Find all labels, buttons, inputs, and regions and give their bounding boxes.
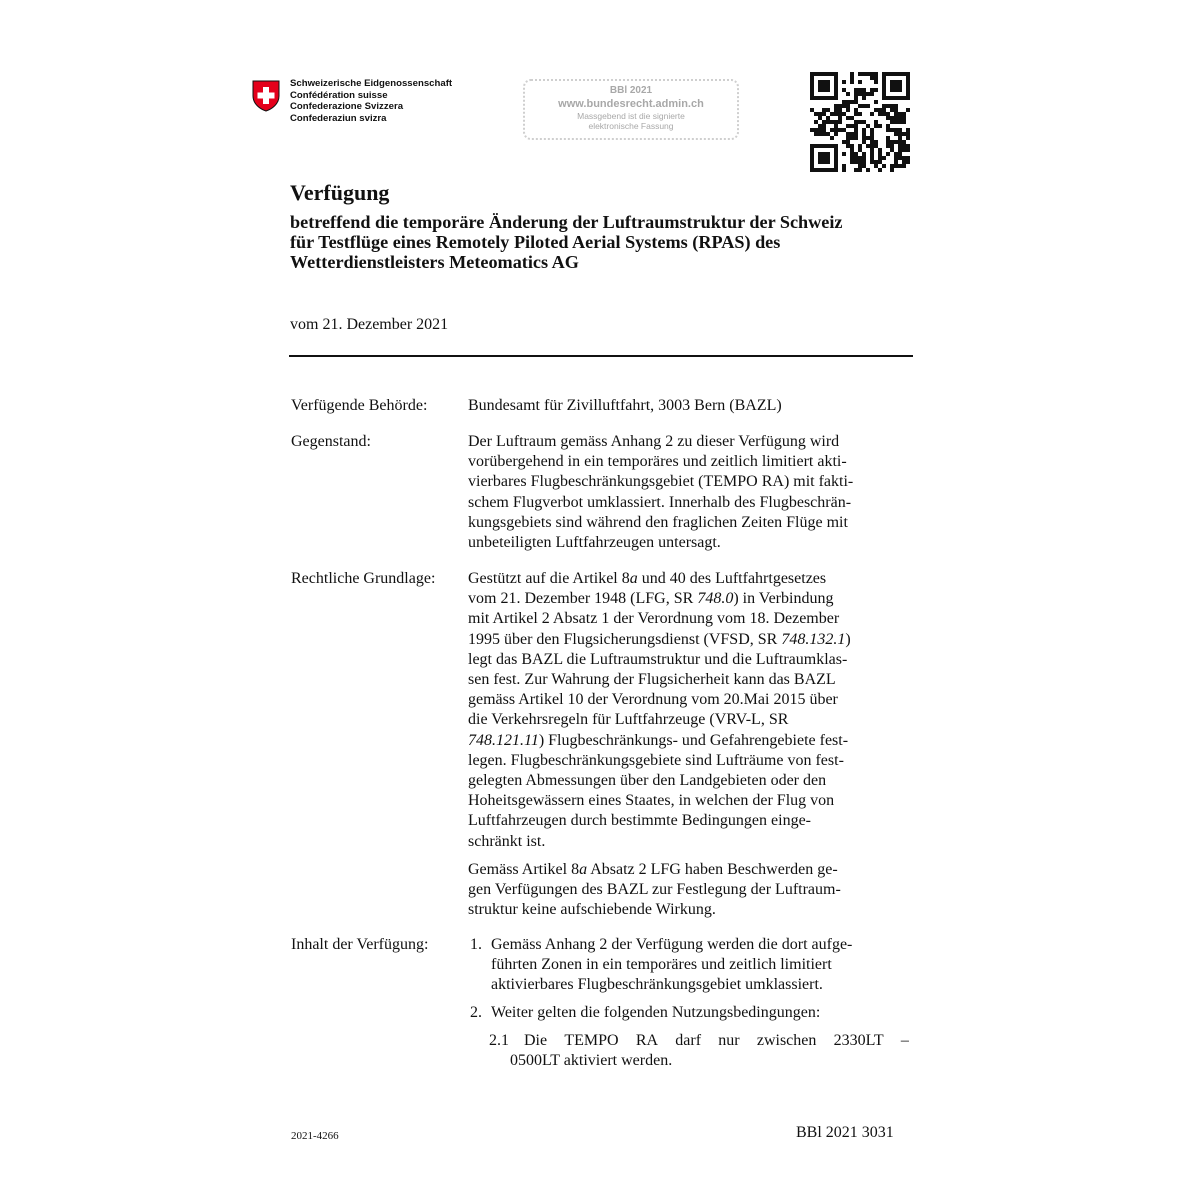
- list-number: 2.: [470, 1004, 482, 1021]
- text-line: Der Luftraum gemäss Anhang 2 zu dieser Verfügung wird: [468, 433, 840, 450]
- legal-basis-paragraph-2: [468, 860, 908, 921]
- legal-basis-label: Rechtliche Grundlage:: [291, 570, 436, 587]
- text-line: vorübergehend in ein temporäres und zeitlich limitiert akti-: [468, 453, 847, 471]
- sublist-item: [524, 1031, 909, 1051]
- document-number: 2021-4266: [291, 1130, 339, 1142]
- divider: [289, 355, 913, 357]
- subtitle-line: Wetterdienstleisters Meteomatics AG: [290, 252, 579, 272]
- stamp-issue: BBl 2021: [609, 85, 653, 96]
- text-line: Bundesamt für Zivilluftfahrt, 3003 Bern (BAZL): [468, 397, 782, 414]
- stamp-url: www.bundesrecht.admin.ch: [558, 98, 704, 110]
- document-date: vom 21. Dezember 2021: [290, 316, 449, 333]
- text-line: die Verkehrsregeln für Luftfahrzeuge (VRV-L, SR: [468, 711, 789, 729]
- subject-text: [468, 432, 908, 553]
- text-line: gen Verfügungen des BAZL zur Festlegung der Luftraum-: [468, 881, 841, 899]
- qr-code-icon: [810, 72, 910, 172]
- swiss-coat-of-arms-icon: [252, 80, 280, 112]
- text-line: aktivierbares Flugbeschränkungsgebiet umklassiert.: [491, 976, 823, 994]
- sublist-continuation: [510, 1051, 672, 1071]
- text-line: Gemäss Anhang 2 der Verfügung werden die dort aufge-: [491, 936, 853, 953]
- list-number: 1.: [470, 936, 482, 953]
- subtitle-line: für Testflüge eines Remotely Piloted Aerial Systems (RPAS) des: [290, 232, 781, 252]
- text-line: Weiter gelten die folgenden Nutzungsbedingungen:: [491, 1004, 821, 1021]
- stamp-note-1: Massgebend ist die signierte: [577, 111, 685, 121]
- confederation-rm: Confederaziun svizra: [290, 112, 387, 124]
- text-line: gelegten Abmessungen über den Landgebieten oder den: [468, 772, 827, 790]
- authority-text: [468, 396, 908, 416]
- text-line: kungsgebiets sind während den fraglichen Zeiten Flüge mit: [468, 513, 848, 531]
- subtitle-line: betreffend die temporäre Änderung der Luftraumstruktur der Schweiz: [290, 212, 843, 232]
- authority-label: Verfügende Behörde:: [291, 397, 428, 414]
- stamp-note-2: elektronische Fassung: [588, 121, 674, 131]
- text-line: gemäss Artikel 10 der Verordnung vom 20.Mai 2015 über: [468, 691, 838, 709]
- text-line: schem Flugverbot umklassiert. Innerhalb des Flugbeschrän-: [468, 493, 852, 511]
- text-line: vierbares Flugbeschränkungsgebiet (TEMPO RA) mit fakti-: [468, 473, 854, 491]
- text-line: vom 21. Dezember 1948 (LFG, SR 748.0) in Verbindung: [468, 590, 834, 608]
- text-line: mit Artikel 2 Absatz 1 der Verordnung vom 18. Dezember: [468, 610, 840, 628]
- text-line: 748.121.11) Flugbeschränkungs- und Gefahrengebiete fest-: [468, 731, 849, 749]
- subject-label: Gegenstand:: [291, 433, 371, 450]
- list-item: [491, 935, 852, 996]
- document-subtitle: [290, 212, 920, 272]
- list-item: [491, 1003, 820, 1023]
- text-line: Hoheitsgewässern eines Staates, in welchen der Flug von: [468, 792, 835, 810]
- publication-reference: BBl 2021 3031: [796, 1124, 894, 1141]
- legal-basis-paragraph-1: [468, 569, 908, 852]
- text-line: struktur keine aufschiebende Wirkung.: [468, 901, 716, 919]
- text-line: Luftfahrzeugen durch bestimmte Bedingungen einge-: [468, 812, 811, 830]
- content-label: Inhalt der Verfügung:: [291, 936, 429, 953]
- text-line: Gestützt auf die Artikel 8a und 40 des Luftfahrtgesetzes: [468, 570, 827, 587]
- confederation-names: [290, 78, 452, 124]
- sublist-number: 2.1: [489, 1032, 509, 1049]
- document-title: Verfügung: [290, 180, 390, 205]
- text-line: Gemäss Artikel 8a Absatz 2 LFG haben Beschwerden ge-: [468, 861, 838, 878]
- text-line: 1995 über den Flugsicherungsdienst (VFSD, SR 748.132.1): [468, 630, 851, 648]
- text-line: unbeteiligten Luftfahrzeugen untersagt.: [468, 534, 721, 552]
- signature-stamp: [523, 79, 739, 140]
- confederation-fr: Confédération suisse: [290, 89, 388, 101]
- text-line: legen. Flugbeschränkungsgebiete sind Lufträume von fest-: [468, 751, 844, 769]
- confederation-it: Confederazione Svizzera: [290, 101, 404, 113]
- confederation-de: Schweizerische Eidgenossenschaft: [290, 78, 453, 89]
- text-line: sen fest. Zur Wahrung der Flugsicherheit kann das BAZL: [468, 671, 836, 689]
- justified-line: Die TEMPO RA darf nur zwischen 2330LT –: [524, 1032, 909, 1049]
- text-line: legt das BAZL die Luftraumstruktur und die Luftraumklas-: [468, 650, 848, 668]
- text-line: schränkt ist.: [468, 832, 546, 850]
- text-line: führten Zonen in ein temporäres und zeitlich limitiert: [491, 956, 832, 974]
- text-line: 0500LT aktiviert werden.: [510, 1052, 673, 1069]
